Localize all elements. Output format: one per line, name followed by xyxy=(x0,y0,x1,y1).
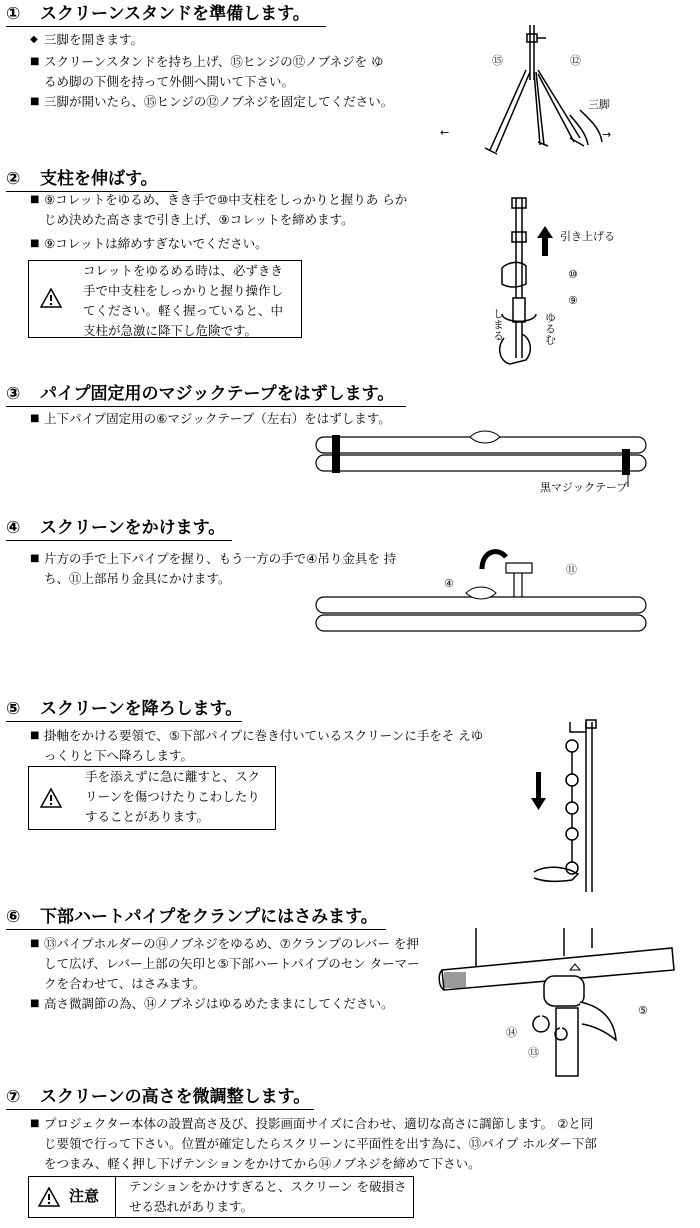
holder-label: ⑬ xyxy=(528,1046,539,1059)
bullet: ■ ⑬パイプホルダーの⑭ノブネジをゆるめ、⑦クランプのレバー を押して広げ、レバー上部の矢印と⑤下部ハートパイプのセン ターマークを合わせて、はさみます。 xyxy=(30,936,420,991)
step-title: スクリーンをかけます。 xyxy=(40,518,226,538)
step-5-heading xyxy=(6,698,242,722)
middle-pole-label: ⑩ xyxy=(568,268,578,281)
warning-icon xyxy=(39,787,63,809)
lower-pipe-label: ⑤ xyxy=(638,1004,648,1017)
step-6-heading xyxy=(6,906,386,930)
step-number: ④ xyxy=(6,518,21,538)
step-title: 下部ハートパイプをクランプにはさみます。 xyxy=(40,907,378,927)
clamp-illustration xyxy=(440,928,680,1078)
warning-box xyxy=(28,766,276,830)
warning-icon xyxy=(39,287,63,309)
upper-hanger-label: ⑪ xyxy=(566,563,577,576)
tripod-illustration xyxy=(430,20,640,170)
left-arrow-icon: ← xyxy=(440,126,450,139)
step-1-heading xyxy=(6,3,326,27)
hinge-label: ⑮ xyxy=(492,54,503,67)
pipes-illustration xyxy=(310,429,660,509)
step-number: ② xyxy=(6,169,21,189)
step-title: パイプ固定用のマジックテープをはずします。 xyxy=(40,384,395,404)
knob-label: ⑭ xyxy=(506,1026,517,1039)
step-number: ① xyxy=(6,4,21,24)
warning-box xyxy=(28,260,302,338)
step-3-heading xyxy=(6,383,406,407)
bullet: ■ ⑨コレットは締めすぎないでください。 xyxy=(30,236,268,251)
step-number: ⑥ xyxy=(6,907,21,927)
step-number: ③ xyxy=(6,384,21,404)
bullet: ■ ⑨コレットをゆるめ、きき手で⑩中支柱をしっかりと握りあ らかじめ決めた高さまで引き上げ、⑨コレットを締めます。 xyxy=(30,192,408,227)
caution-label: 注意 xyxy=(69,1187,100,1205)
bullet: ■ 片方の手で上下パイプを握り、もう一方の手で④吊り金具を 持ち、⑪上部吊り金具にかけます。 xyxy=(30,551,397,586)
warning-text: テンションをかけすぎると、スクリーン を破損させる恐れがあります。 xyxy=(129,1179,407,1214)
bullet: ■ プロジェクター本体の設置高さ及び、投影画面サイズに合わせ、適切な高さに調節します。 ②と同じ要領で行って下さい。位置が確定したらスクリーンに平面性を出す為に、⑬パイプ ホルダー下部をつまみ、軽く押し下げテンションをかけてから⑭ノブネジを締めて下さい。 xyxy=(30,1116,597,1171)
warning-text: コレットをゆるめる時は、必ずきき 手で中支柱をしっかりと握り操作し てください。軽く握っていると、中 支柱が急激に降下し危険です。 xyxy=(83,263,284,338)
step-number: ⑦ xyxy=(6,1087,21,1107)
bullet: ■ 掛軸をかける要領で、⑤下部パイプに巻き付いているスクリーンに手をそ えゆっくりと下へ降ろします。 xyxy=(30,728,484,763)
bullet: ◆ 三脚を開きます。 xyxy=(30,32,144,47)
hanging-illustration xyxy=(310,547,660,647)
hanger-label: ④ xyxy=(444,577,454,590)
pull-up-label: 引き上げる xyxy=(560,230,615,243)
lowering-illustration xyxy=(520,716,630,896)
bullet: ■ 高さ微調節の為、⑭ノブネジはゆるめたままにしてください。 xyxy=(30,996,394,1011)
step-7-heading xyxy=(6,1086,314,1110)
right-arrow-icon: → xyxy=(602,128,612,141)
caution-divider xyxy=(115,1177,116,1217)
pole-illustration xyxy=(480,188,650,378)
collet-label: ⑨ xyxy=(568,294,578,307)
loosen-label: ゆるむ xyxy=(543,312,557,345)
caution-box xyxy=(28,1176,414,1218)
step-title: スクリーンを降ろします。 xyxy=(40,699,243,719)
step-title: スクリーンスタンドを準備します。 xyxy=(40,4,310,24)
knob-label: ⑫ xyxy=(570,54,581,67)
tape-label: 黒マジックテープ xyxy=(540,481,628,494)
step-4-heading xyxy=(6,517,232,541)
step-number: ⑤ xyxy=(6,699,21,719)
bullet: ■ 上下パイプ固定用の⑥マジックテープ（左右）をはずします。 xyxy=(30,411,391,426)
step-title: 支柱を伸ばす。 xyxy=(40,169,158,189)
tighten-label: しまる xyxy=(491,308,505,341)
warning-text: 手を添えずに急に離すと、スク リーンを傷つけたりこわしたり することがあります。 xyxy=(85,769,261,824)
step-title: スクリーンの高さを微調整します。 xyxy=(40,1087,311,1107)
warning-icon xyxy=(37,1186,61,1208)
step-2-heading xyxy=(6,168,178,192)
tripod-label: 三脚 xyxy=(588,98,610,111)
bullet: ■ スクリーンスタンドを持ち上げ、⑮ヒンジの⑫ノブネジを ゆるめ脚の下側を持って外側へ開いて下さい。 xyxy=(30,54,384,89)
bullet: ■ 三脚が開いたら、⑮ヒンジの⑫ノブネジを固定してください。 xyxy=(30,94,394,109)
